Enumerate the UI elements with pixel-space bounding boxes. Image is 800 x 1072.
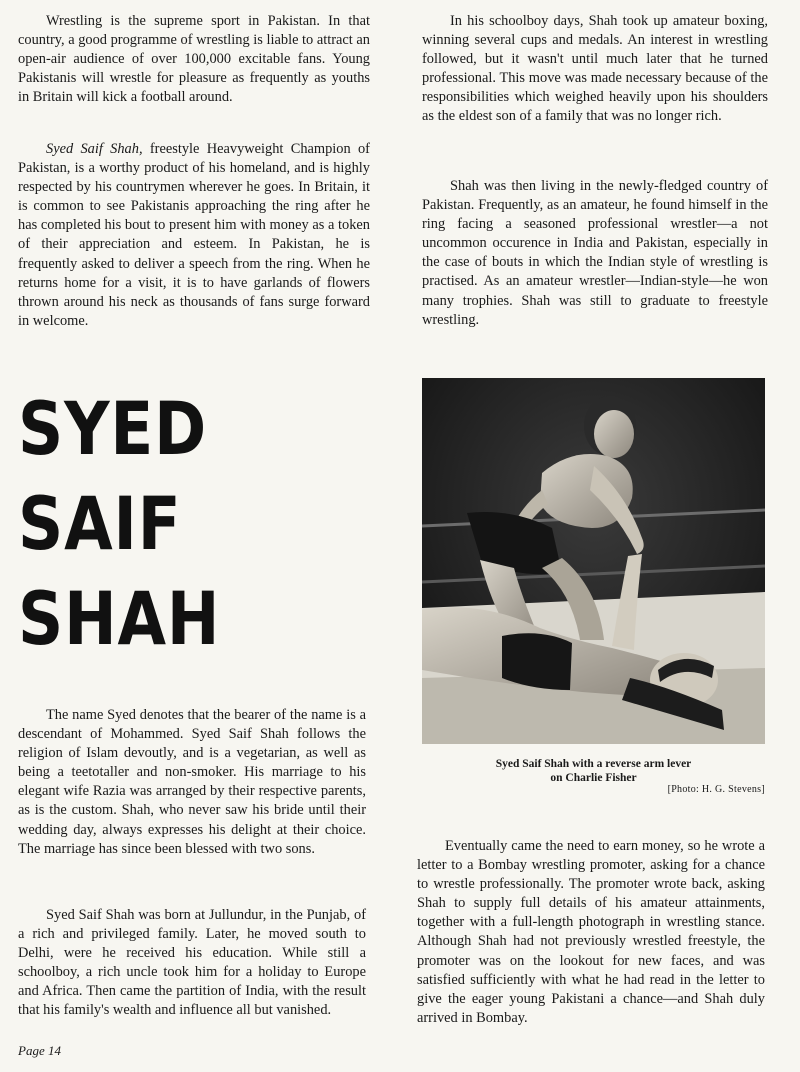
name-paragraph: The name Syed denotes that the bearer of the name is a descendant of Mohammed. Syed Saif Shah follows the religion of Islam devoutly, and is a vegetarian, as well as being a teetotaller and non-smoker. His marriage to his elegant wife Razia was arranged by their respective parents, as is the custom. Shah, who never saw his bride until their wedding day, always expresses his delight at their choice. The marriage has since been blessed with two sons.: [18, 707, 366, 857]
photo-credit: [Photo: H. G. Stevens]: [667, 784, 765, 795]
page-number: Page 14: [18, 1043, 61, 1058]
career-paragraph: Eventually came the need to earn money, so he wrote a letter to a Bombay wrestling promoter, asking for a chance to wrestle professionally. The promoter wrote back, asking Shah to supply full details of his amateur attainments, together with a full-length photograph in wrestling stance. Although Shah had not previously wrestled freestyle, the promoter was on the lookout for new faces, and was satisfied sufficiently with what he had read in the letter to give the eager young Pakistani a chance—and Shah duly arrived in Bombay.: [417, 838, 765, 1026]
headline-line: SHAH: [18, 577, 221, 662]
caption-line: Syed Saif Shah with a reverse arm lever: [495, 758, 692, 770]
wrestling-photo: [422, 378, 765, 744]
champion-paragraph: [18, 140, 370, 331]
birth-paragraph: Syed Saif Shah was born at Jullundur, in the Punjab, of a rich and privileged family. Later, he moved south to Delhi, were he received his education. While still a schoolboy, a rich uncle took him for a holiday to Europe and Africa. Then came the partition of India, with the result that his family's wealth and influence all but vanished.: [18, 907, 366, 1019]
article-headline: [18, 382, 242, 667]
headline-line: SYED: [18, 387, 208, 472]
pakistan-paragraph: Shah was then living in the newly-fledged country of Pakistan. Frequently, as an amateur, he found himself in the ring facing a seasoned professional wrestler—a not uncommon occurence in India and Pakistan, especially in the case of bouts in which the Indian style of wrestling is practised. As an amateur wrestler—Indian-style—he won many trophies. Shah was still to graduate to freestyle wrestling.: [422, 178, 768, 328]
caption-line: on Charlie Fisher: [550, 771, 637, 784]
schoolboy-paragraph: In his schoolboy days, Shah took up amateur boxing, winning several cups and medals. An interest in wrestling followed, but it wasn't until much later that he turned professional. This move was made necessary because of the responsibilities which weighed heavily upon his shoulders as the eldest son of a family that was no longer rich.: [422, 13, 768, 125]
champion-text: freestyle Heavyweight Champion of Pakistan, is a worthy product of his homeland, and is highly respected by his countrymen wherever he goes. In Britain, it is common to see Pakistanis approaching the ring after he has completed his bout to present him with money as a token of their appreciation and esteem. In Pakistan, he is frequently asked to deliver a speech from the ring. When he returns home for a visit, it is to have garlands of flowers thrown around his neck as thousands of fans surge forward in welcome.: [18, 141, 370, 329]
intro-paragraph: Wrestling is the supreme sport in Pakistan. In that country, a good programme of wrestling is liable to attract an open-air audience of over 100,000 excitable fans. Young Pakistanis will wrestle for pleasure as frequently as youths in Britain will kick a football around.: [18, 13, 370, 106]
photo-caption: [422, 758, 765, 785]
wrestling-photo-graphic: [422, 378, 765, 744]
headline-line: SAIF: [18, 482, 182, 567]
italic-lead: Syed Saif Shah,: [46, 141, 143, 157]
